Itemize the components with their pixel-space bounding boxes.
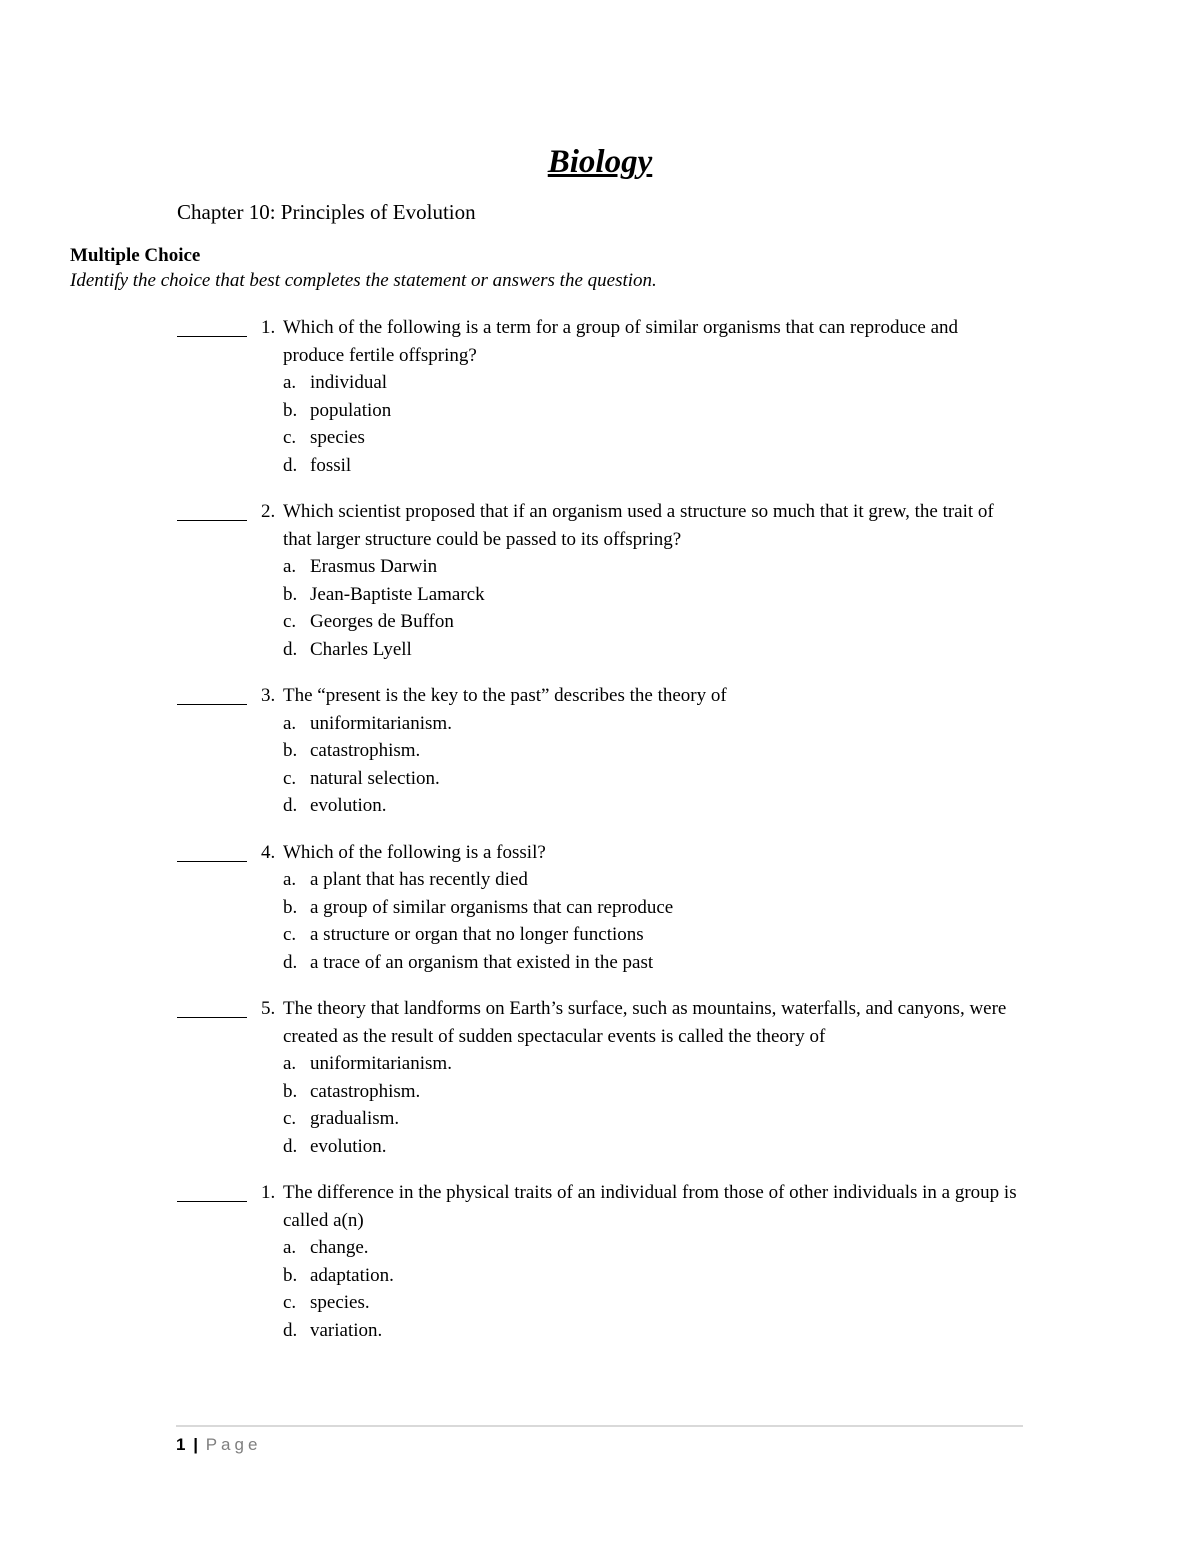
choice-letter: c. xyxy=(283,767,297,789)
choice-letter: d. xyxy=(283,795,298,816)
answer-blank xyxy=(177,1179,247,1202)
choice-letter: b. xyxy=(283,583,298,605)
choice-item xyxy=(283,792,1037,820)
choice-letter: a. xyxy=(283,1053,297,1074)
footer-divider xyxy=(176,1425,1023,1427)
choice-letter: c. xyxy=(283,1108,297,1129)
question-number: 4. xyxy=(261,841,276,863)
choice-letter: a. xyxy=(283,556,297,577)
choice-letter: c. xyxy=(283,924,297,945)
choice-text: a trace of an organism that existed in the past xyxy=(310,951,654,973)
question-number: 2. xyxy=(261,501,276,522)
answer-blank xyxy=(177,314,247,337)
choice-item xyxy=(283,1105,1037,1133)
choice-item xyxy=(283,369,1037,397)
choice-letter: d. xyxy=(283,1319,298,1341)
choice-item xyxy=(283,1050,1037,1078)
choice-item xyxy=(283,397,1037,425)
choice-text: gradualism. xyxy=(310,1108,400,1129)
choice-letter: c. xyxy=(283,611,297,632)
choice-list xyxy=(177,1050,1037,1160)
question-item xyxy=(177,1179,1037,1344)
question-text: Which of the following is a term for a group of similar organisms that can reproduce and produce fertile offspring? xyxy=(283,317,959,366)
choice-item xyxy=(283,737,1037,765)
choice-text: species xyxy=(310,427,365,448)
choice-item xyxy=(283,921,1037,949)
question-number: 1. xyxy=(261,1182,276,1203)
choice-text: change. xyxy=(310,1237,369,1258)
page-separator: | xyxy=(193,1435,198,1454)
choice-text: a group of similar organisms that can reproduce xyxy=(310,896,674,918)
choice-text: uniformitarianism. xyxy=(310,1053,452,1074)
choice-list xyxy=(177,710,1037,820)
choice-item xyxy=(283,1133,1037,1161)
question-item xyxy=(177,498,1037,663)
answer-blank xyxy=(177,839,247,862)
choice-item xyxy=(283,581,1037,609)
choice-list xyxy=(177,553,1037,663)
document-title: Biology xyxy=(547,144,653,180)
choice-item xyxy=(283,1289,1037,1317)
choice-letter: c. xyxy=(283,427,297,448)
choice-letter: d. xyxy=(283,454,298,476)
question-text: Which of the following is a fossil? xyxy=(283,841,546,863)
choice-text: Jean-Baptiste Lamarck xyxy=(310,583,485,605)
question-number: 5. xyxy=(261,998,276,1019)
choice-letter: a. xyxy=(283,869,297,890)
page-footer xyxy=(176,1433,261,1457)
choice-text: Erasmus Darwin xyxy=(310,556,438,577)
choice-letter: a. xyxy=(283,712,297,734)
choice-text: catastrophism. xyxy=(310,740,421,761)
choice-item xyxy=(283,1262,1037,1290)
section-heading: Multiple Choice xyxy=(70,245,201,266)
choice-letter: b. xyxy=(283,399,298,421)
question-text: Which scientist proposed that if an organism used a structure so much that it grew, the trait of that larger structure could be passed to its offspring? xyxy=(283,501,994,550)
question-item xyxy=(177,839,1037,977)
choice-letter: b. xyxy=(283,896,298,918)
choice-letter: b. xyxy=(283,740,298,761)
choice-item xyxy=(283,636,1037,664)
choice-list xyxy=(177,866,1037,976)
choice-text: a structure or organ that no longer functions xyxy=(310,924,644,945)
choice-item xyxy=(283,608,1037,636)
choice-text: natural selection. xyxy=(310,767,440,789)
question-number: 3. xyxy=(261,685,276,706)
choice-item xyxy=(283,1317,1037,1345)
choice-letter: d. xyxy=(283,951,298,973)
instructions-text: Identify the choice that best completes the statement or answers the question. xyxy=(70,270,657,291)
choice-text: a plant that has recently died xyxy=(310,869,528,890)
question-item xyxy=(177,314,1037,479)
question-text: The difference in the physical traits of an individual from those of other individuals in a group is called a(n) xyxy=(283,1182,1017,1231)
choice-item xyxy=(283,710,1037,738)
choice-item xyxy=(283,452,1037,480)
choice-item xyxy=(283,949,1037,977)
choice-list xyxy=(177,1234,1037,1344)
choice-letter: d. xyxy=(283,1135,298,1157)
choice-text: Charles Lyell xyxy=(310,638,412,660)
question-list xyxy=(177,314,1037,1363)
choice-text: fossil xyxy=(310,454,352,476)
choice-item xyxy=(283,866,1037,894)
choice-text: adaptation. xyxy=(310,1264,394,1286)
question-text: The theory that landforms on Earth’s surface, such as mountains, waterfalls, and canyons, were created as the result of sudden spectacular events is called the theory of xyxy=(283,998,1007,1047)
choice-item xyxy=(283,1234,1037,1262)
choice-text: catastrophism. xyxy=(310,1080,421,1102)
choice-text: uniformitarianism. xyxy=(310,712,452,734)
question-text: The “present is the key to the past” describes the theory of xyxy=(283,685,727,706)
choice-letter: b. xyxy=(283,1080,298,1102)
choice-text: Georges de Buffon xyxy=(310,611,454,632)
choice-letter: c. xyxy=(283,1292,297,1313)
page-label: Page xyxy=(205,1435,262,1454)
answer-blank xyxy=(177,498,247,521)
choice-item xyxy=(283,553,1037,581)
choice-text: variation. xyxy=(310,1319,383,1341)
choice-letter: a. xyxy=(283,372,297,393)
choice-item xyxy=(283,424,1037,452)
choice-text: population xyxy=(310,399,392,421)
question-item xyxy=(177,682,1037,820)
answer-blank xyxy=(177,682,247,705)
answer-blank xyxy=(177,995,247,1018)
choice-item xyxy=(283,1078,1037,1106)
chapter-heading: Chapter 10: Principles of Evolution xyxy=(177,200,476,224)
choice-letter: a. xyxy=(283,1237,297,1258)
question-number: 1. xyxy=(261,317,276,338)
choice-text: individual xyxy=(310,372,388,393)
choice-text: evolution. xyxy=(310,795,387,816)
choice-item xyxy=(283,765,1037,793)
choice-letter: d. xyxy=(283,638,298,660)
choice-text: species. xyxy=(310,1292,370,1313)
choice-list xyxy=(177,369,1037,479)
choice-letter: b. xyxy=(283,1264,298,1286)
choice-item xyxy=(283,894,1037,922)
question-item xyxy=(177,995,1037,1160)
choice-text: evolution. xyxy=(310,1135,387,1157)
page-number: 1 xyxy=(176,1435,186,1454)
